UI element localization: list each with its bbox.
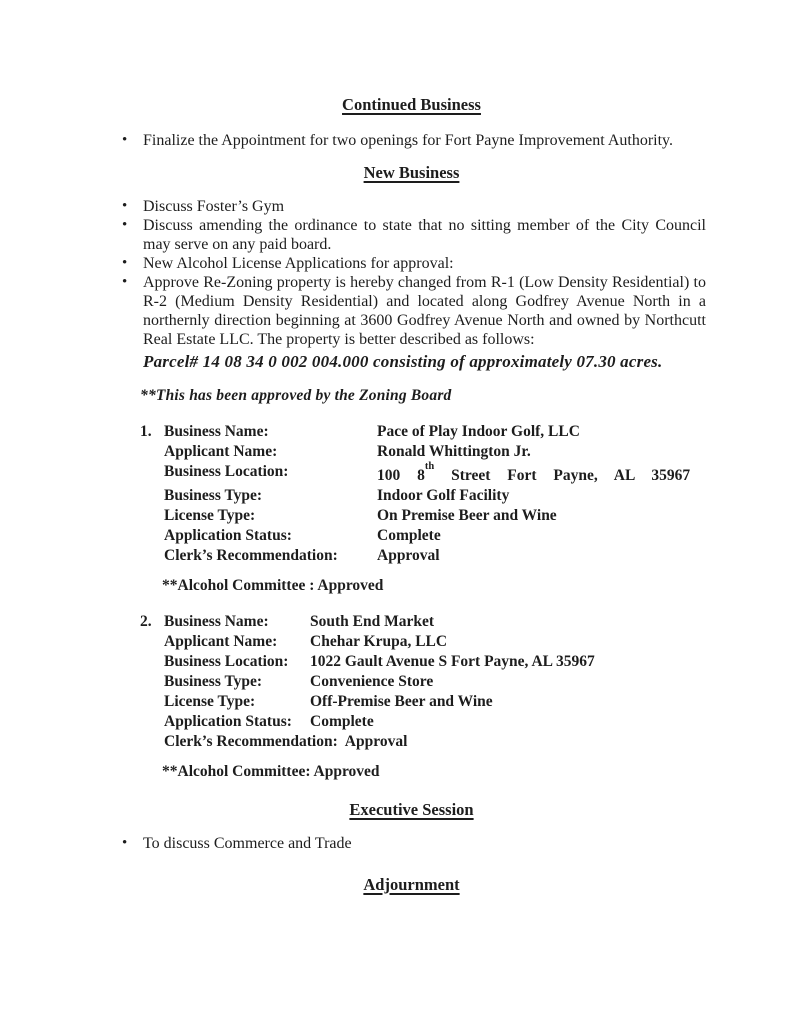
parcel-note: Parcel# 14 08 34 0 002 004.000 consisting of approximately 07.30 acres. <box>143 352 663 371</box>
new-business-title-text: New Business <box>363 163 460 182</box>
field-row-applicant-name <box>164 442 706 462</box>
field-row-license-type <box>164 506 706 526</box>
application-item-1 <box>140 422 706 566</box>
field-row-clerk-recommendation <box>164 546 706 566</box>
application-number: 2. <box>140 612 152 630</box>
new-business-list <box>117 197 706 349</box>
field-row-business-location <box>164 462 706 486</box>
business-location-value: 1022 Gault Avenue S Fort Payne, AL 35967 <box>310 652 595 670</box>
executive-session-title-text: Executive Session <box>349 799 474 819</box>
executive-session-list <box>117 834 706 853</box>
business-location-label: Business Location: <box>164 652 289 670</box>
business-name-value: South End Market <box>310 612 435 630</box>
bullet-item: • Discuss Foster’s Gym <box>117 197 706 216</box>
field-row-application-status <box>164 526 706 546</box>
license-type-label: License Type: <box>164 692 256 710</box>
business-location-label: Business Location: <box>164 462 289 480</box>
location-rest: Street Fort Payne, AL 35967 <box>451 466 691 484</box>
application-fields <box>164 612 706 752</box>
field-row-license-type <box>164 692 706 712</box>
alcohol-committee-note-1: **Alcohol Committee : Approved <box>162 576 384 594</box>
license-type-value: On Premise Beer and Wine <box>377 506 557 524</box>
bullet-item: • To discuss Commerce and Trade <box>117 834 706 853</box>
license-type-value: Off-Premise Beer and Wine <box>310 692 493 710</box>
application-status-label: Application Status: <box>164 526 292 544</box>
bullet-item: • Approve Re-Zoning property is hereby changed from R-1 (Low Density Residential) to R-2 (Medium Density Residential) and located along Godfrey Avenue North in a northernly direction beginning at 3600 Godfrey Avenue North and owned by Northcutt Real Estate LLC. The property is better described as follows: <box>117 273 706 349</box>
applicant-name-value: Chehar Krupa, LLC <box>310 632 448 650</box>
field-row-application-status <box>164 712 706 732</box>
zoning-board-note: **This has been approved by the Zoning Board <box>140 386 452 404</box>
location-street-number: 100 8 <box>377 466 425 484</box>
business-type-value: Convenience Store <box>310 672 434 690</box>
business-location-value <box>377 462 706 486</box>
business-type-label: Business Type: <box>164 486 263 504</box>
adjournment-title-text: Adjournment <box>363 874 460 894</box>
application-status-label: Application Status: <box>164 712 292 730</box>
section-title-new-business <box>117 163 706 183</box>
applicant-name-label: Applicant Name: <box>164 442 278 460</box>
section-title-adjournment <box>117 875 706 895</box>
continued-business-title-text: Continued Business <box>342 95 481 114</box>
business-type-label: Business Type: <box>164 672 263 690</box>
bullet-item: • Finalize the Appointment for two openings for Fort Payne Improvement Authority. <box>117 131 706 150</box>
section-title-executive-session <box>117 800 706 820</box>
application-status-value: Complete <box>310 712 374 730</box>
applicant-name-value: Ronald Whittington Jr. <box>377 442 531 460</box>
ordinal-suffix: th <box>424 461 435 472</box>
field-row-applicant-name <box>164 632 706 652</box>
bullet-item: • New Alcohol License Applications for approval: <box>117 254 706 273</box>
field-row-business-location <box>164 652 706 672</box>
field-row-business-type <box>164 486 706 506</box>
field-row-clerk-recommendation <box>164 732 706 752</box>
business-name-value: Pace of Play Indoor Golf, LLC <box>377 422 580 440</box>
license-type-label: License Type: <box>164 506 256 524</box>
clerk-recommendation-label: Clerk’s Recommendation: <box>164 732 338 750</box>
alcohol-committee-note-2: **Alcohol Committee: Approved <box>162 762 380 780</box>
business-name-label: Business Name: <box>164 422 269 440</box>
business-name-label: Business Name: <box>164 612 269 630</box>
field-row-business-name <box>164 612 706 632</box>
field-row-business-name <box>164 422 706 442</box>
applicant-name-label: Applicant Name: <box>164 632 278 650</box>
application-status-value: Complete <box>377 526 441 544</box>
clerk-recommendation-value: Approval <box>344 732 408 750</box>
bullet-item: • Discuss amending the ordinance to state that no sitting member of the City Council may serve on any paid board. <box>117 216 706 254</box>
application-number: 1. <box>140 422 152 440</box>
clerk-recommendation-value: Approval <box>377 546 440 564</box>
business-type-value: Indoor Golf Facility <box>377 486 510 504</box>
application-fields <box>164 422 706 566</box>
clerk-recommendation-label: Clerk’s Recommendation: <box>164 546 338 564</box>
field-row-business-type <box>164 672 706 692</box>
section-title-continued-business <box>117 95 706 115</box>
continued-business-list <box>117 131 706 150</box>
application-item-2 <box>140 612 706 752</box>
